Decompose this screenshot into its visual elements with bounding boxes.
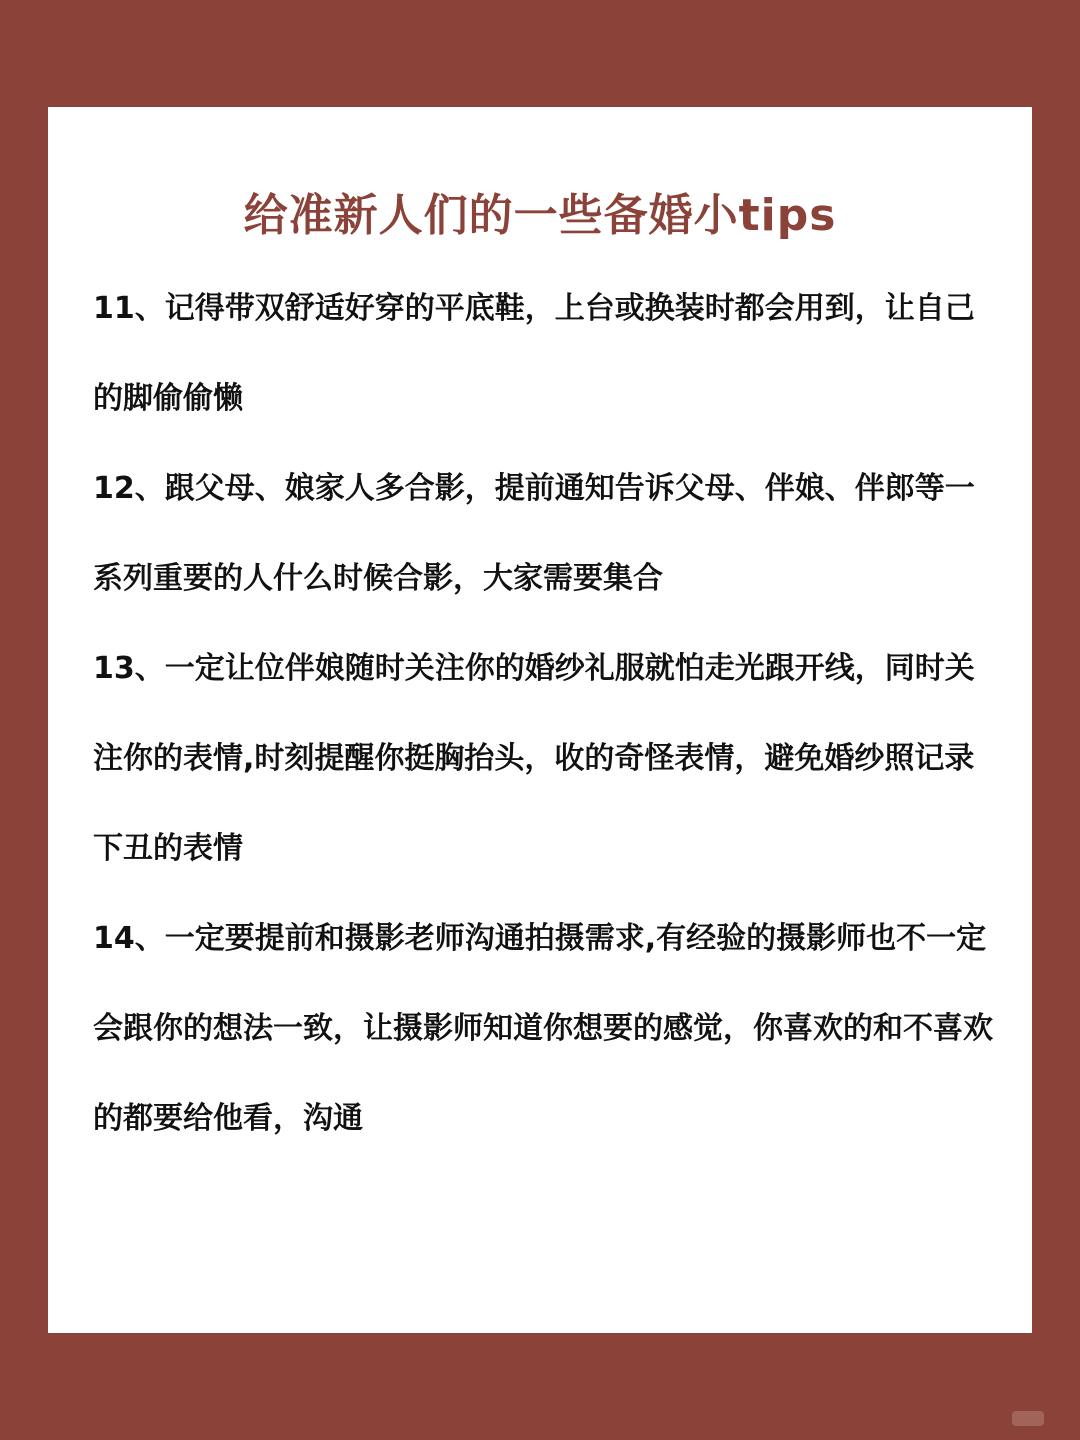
tip-item-13: 13、一定让位伴娘随时关注你的婚纱礼服就怕走光跟开线，同时关注你的表情,时刻提醒你挺胸抬头，收的奇怪表情，避免婚纱照记录下丑的表情 (93, 651, 975, 866)
tips-list (93, 264, 993, 1164)
tip-item-12: 12、跟父母、娘家人多合影，提前通知告诉父母、伴娘、伴郎等一系列重要的人什么时候合影，大家需要集合 (93, 471, 975, 596)
tip-item-14: 14、一定要提前和摄影老师沟通拍摄需求,有经验的摄影师也不一定会跟你的想法一致，让摄影师知道你想要的感觉，你喜欢的和不喜欢的都要给他看，沟通 (93, 921, 993, 1136)
watermark-logo (1012, 1411, 1044, 1426)
tip-item-11: 11、记得带双舒适好穿的平底鞋，上台或换装时都会用到，让自己的脚偷偷懒 (93, 291, 975, 416)
page-title: 给准新人们的一些备婚小tips (243, 190, 837, 241)
